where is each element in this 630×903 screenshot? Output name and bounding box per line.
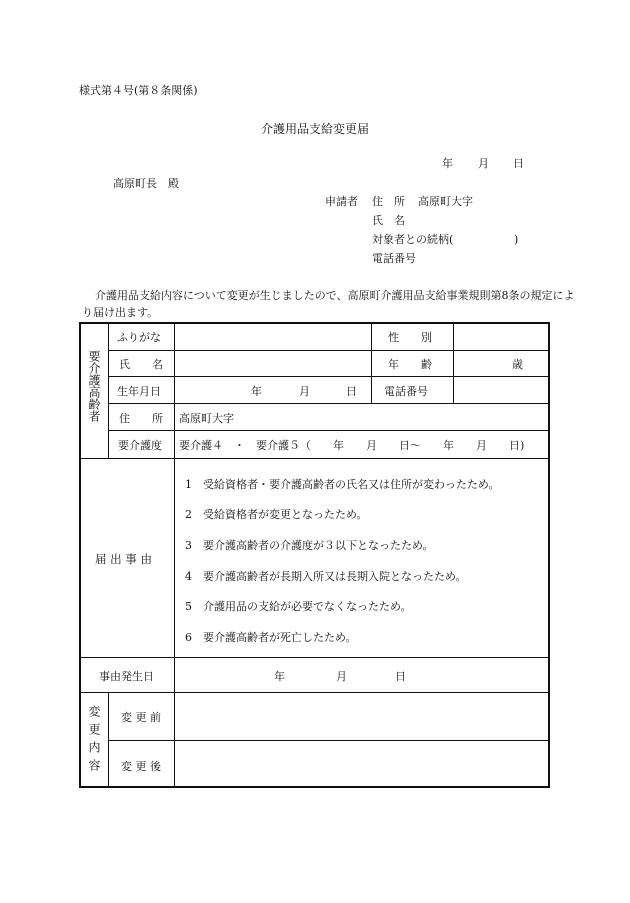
reason-item[interactable]: 2 受給資格者が変更となったため。 [185, 508, 368, 521]
birth-month: 月 [299, 385, 310, 398]
occurrence-date-input[interactable] [175, 658, 549, 691]
age-unit: 歳 [512, 358, 523, 371]
reason-label: 届 出 事 由 [95, 552, 152, 566]
gender-input[interactable] [454, 325, 549, 349]
address-value[interactable]: 高原町大字 [179, 412, 234, 425]
gender-label: 性 別 [388, 331, 432, 344]
phone-input[interactable] [454, 377, 549, 402]
applicant-relation-label: 対象者との続柄( [372, 233, 454, 246]
applicant-address-label: 住 所 [372, 195, 405, 208]
before-change-label: 変 更 前 [121, 711, 161, 724]
occurrence-month: 月 [336, 670, 347, 683]
birth-year: 年 [251, 385, 262, 398]
reason-item[interactable]: 5 介護用品の支給が必要でなくなったため。 [185, 600, 412, 613]
applicant-address-value[interactable]: 高原町大字 [418, 195, 473, 208]
after-change-label: 変 更 後 [121, 760, 161, 773]
applicant-label: 申請者 [325, 195, 358, 208]
phone-label: 電話番号 [384, 385, 428, 398]
birth-day: 日 [346, 385, 357, 398]
body-text: 介護用品支給内容について変更が生じましたので、高原町介護用品支給事業規則第8条の規定により届け出ます。 [82, 289, 575, 319]
name-label: 氏 名 [119, 358, 163, 371]
occurrence-day: 日 [395, 670, 406, 683]
care-level-value[interactable]: 要介護４ ・ 要介護５（ 年 月 日～ 年 月 日) [179, 439, 525, 452]
document-title: 介護用品支給変更届 [260, 122, 369, 136]
form-table [79, 322, 550, 788]
name-input[interactable] [175, 351, 370, 375]
before-change-input[interactable] [175, 693, 549, 739]
address-label: 住 所 [119, 412, 163, 425]
elderly-group-label: 要介護高齢者 [87, 350, 101, 422]
furigana-input[interactable] [175, 325, 370, 349]
occurrence-date-label: 事由発生日 [99, 670, 154, 683]
date-day: 日 [513, 157, 524, 170]
age-label: 年 齢 [388, 358, 432, 371]
reason-item[interactable]: 3 要介護高齢者の介護度が３以下となったため。 [185, 539, 434, 552]
birthdate-label: 生年月日 [117, 385, 161, 398]
applicant-relation-close: ) [514, 233, 519, 246]
age-input[interactable] [454, 351, 549, 375]
date-year: 年 [442, 157, 453, 170]
reason-item[interactable]: 6 要介護高齢者が死亡したため。 [185, 631, 357, 644]
applicant-phone-label: 電話番号 [372, 252, 416, 265]
change-contents-label: 変更内容 [87, 705, 101, 777]
care-level-label: 要介護度 [118, 439, 162, 452]
addressee: 高原町長 殿 [113, 177, 179, 190]
applicant-name-label: 氏 名 [372, 214, 405, 227]
form-number: 様式第４号(第８条関係) [79, 84, 198, 97]
birthdate-input[interactable] [175, 377, 370, 402]
reason-item[interactable]: 1 受給資格者・要介護高齢者の氏名又は住所が変わったため。 [185, 478, 500, 491]
after-change-input[interactable] [175, 741, 549, 787]
reason-item[interactable]: 4 要介護高齢者が長期入所又は長期入院となったため。 [185, 570, 467, 583]
date-month: 月 [478, 157, 489, 170]
furigana-label: ふりがな [117, 331, 161, 344]
occurrence-year: 年 [274, 670, 285, 683]
